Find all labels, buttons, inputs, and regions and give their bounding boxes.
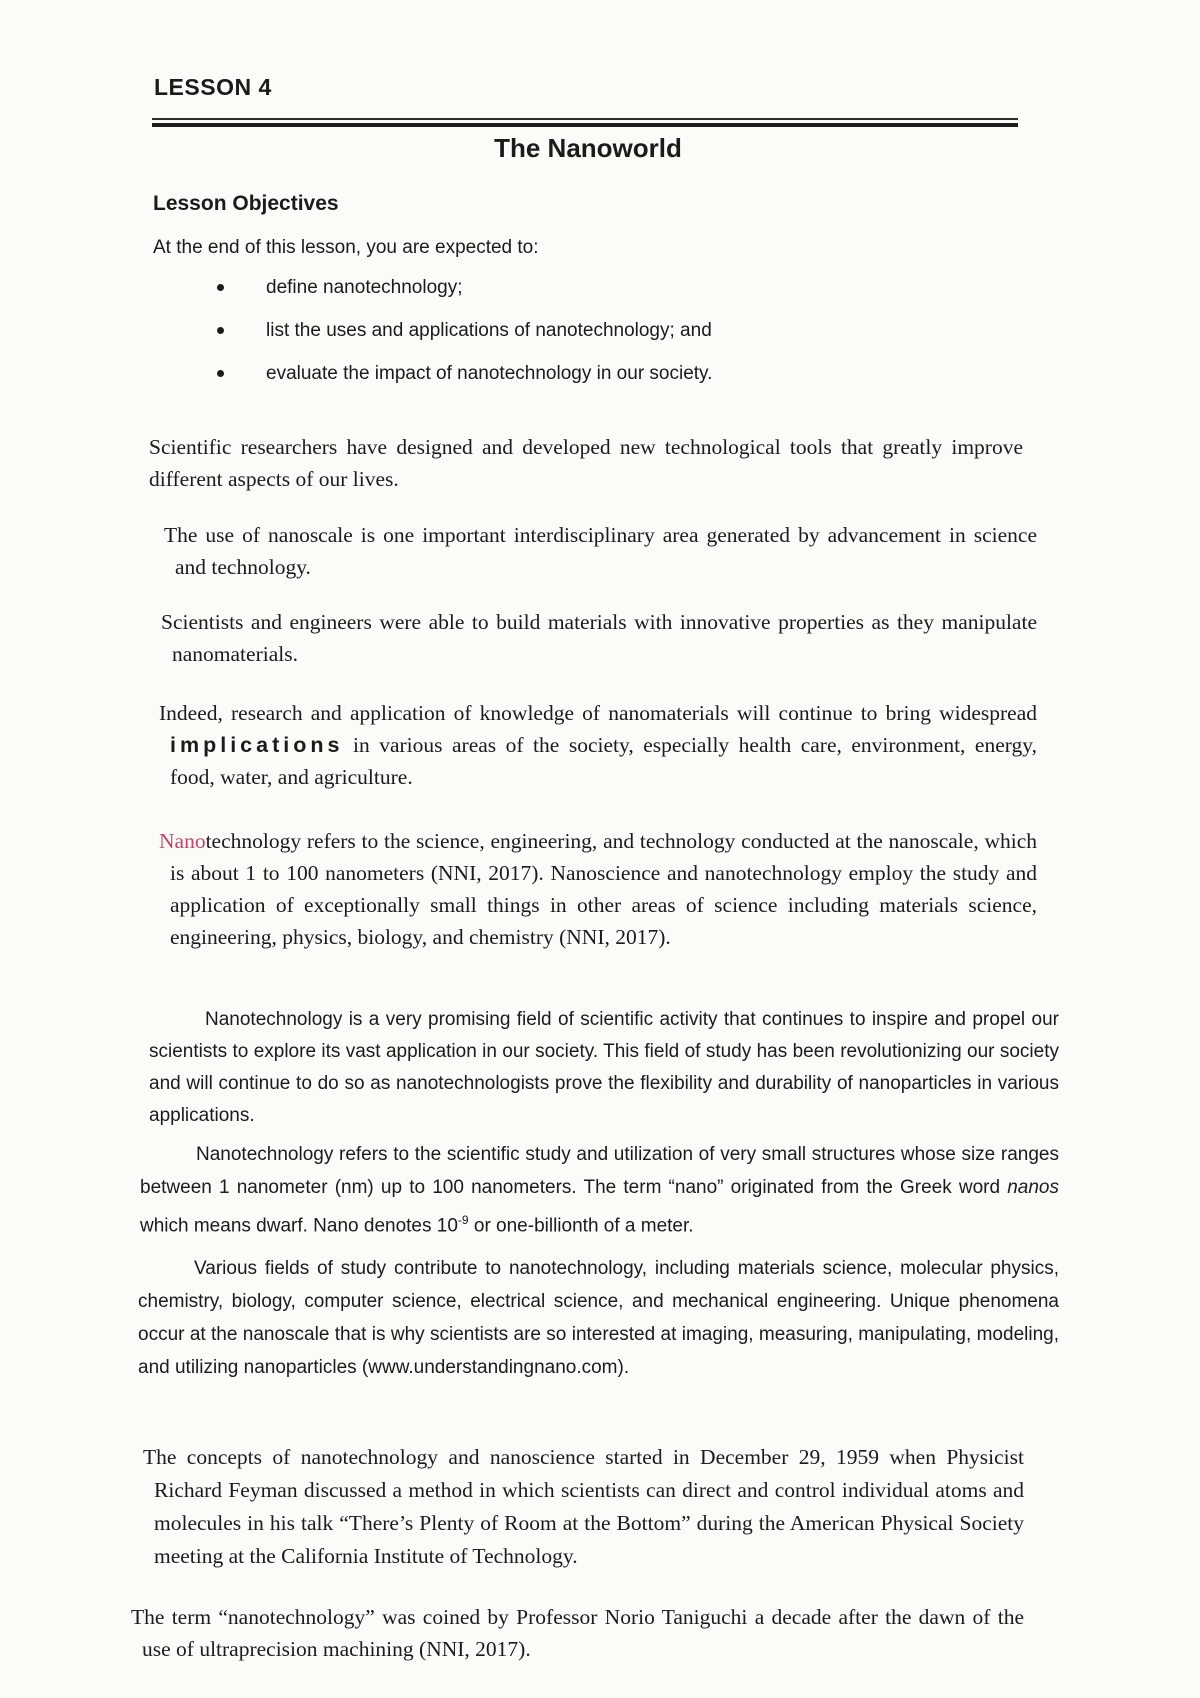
paragraph-4-start: Indeed, research and application of knowledge of nanomaterials will continue to bring widespread (159, 701, 1037, 725)
page-title: The Nanoworld (494, 133, 682, 163)
objective-item (210, 319, 712, 362)
paragraph-9: The concepts of nanotechnology and nanoscience started in December 29, 1959 when Physicist Richard Feyman discussed a method in which scientists can direct and control individual atoms and molecules in his talk “There’s Plenty of Room at the Bottom” during the American Physical Society meeting at the California Institute of Technology. (143, 1445, 1024, 1568)
paragraph-10: The term “nanotechnology” was coined by Professor Norio Taniguchi a decade after the dawn of the use of ultraprecision machining (NNI, 2017). (131, 1605, 1024, 1661)
paragraph-5-accent: Nano (159, 829, 206, 853)
bullet-icon (217, 284, 224, 291)
paragraph-7-exponent: -9 (457, 1213, 469, 1227)
paragraph-2: The use of nanoscale is one important interdisciplinary area generated by advancement in science and technology. (164, 523, 1037, 579)
paragraph-4-end: in various areas of the society, especially health care, environment, energy, food, water, and agriculture. (170, 733, 1038, 789)
lesson-label: LESSON 4 (154, 74, 272, 100)
paragraph-5-text: technology refers to the science, engineering, and technology conducted at the nanoscale, which is about 1 to 100 nanometers (NNI, 2017). Nanoscience and nanotechnology employ the study and application of exceptionally small things in other areas of science including materials science, engineering, physics, biology, and chemistry (NNI, 2017). (170, 829, 1037, 949)
paragraph-4 (159, 697, 1037, 793)
header-rule-thin (152, 118, 1018, 120)
objectives-intro: At the end of this lesson, you are expected to: (153, 237, 539, 258)
paragraph-7 (140, 1138, 1059, 1242)
paragraph-6: Nanotechnology is a very promising field of scientific activity that continues to inspire and propel our scientists to explore its vast application in our society. This field of study has been revolutionizing our society and will continue to do so as nanotechnologists prove the flexibility and durability of nanoparticles in various applications. (149, 1009, 1059, 1126)
paragraph-7-middle: which means dwarf. Nano denotes 10 (140, 1215, 458, 1237)
bullet-icon (217, 370, 224, 377)
objective-item (210, 362, 712, 405)
paragraph-1: Scientific researchers have designed and developed new technological tools that greatly improve different aspects of our lives. (149, 435, 1023, 491)
bullet-icon (217, 327, 224, 334)
paragraph-4-emphasis: implications (170, 733, 344, 757)
paragraph-8: Various fields of study contribute to nanotechnology, including materials science, molecular physics, chemistry, biology, computer science, electrical science, and mechanical engineering. Unique phenomena occur at the nanoscale that is why scientists are so interested at imaging, measuring, manipulating, modeling, and utilizing nanoparticles (www.understandingnano.com). (138, 1258, 1059, 1378)
objectives-heading: Lesson Objectives (153, 192, 339, 215)
objectives-list (210, 276, 712, 405)
header-rule-thick (152, 123, 1018, 127)
paragraph-7-italic: nanos (1007, 1177, 1059, 1198)
objective-text: define nanotechnology; (266, 277, 463, 298)
paragraph-3: Scientists and engineers were able to build materials with innovative properties as they manipulate nanomaterials. (161, 610, 1037, 666)
objective-text: evaluate the impact of nanotechnology in our society. (266, 363, 713, 384)
paragraph-7-start: Nanotechnology refers to the scientific study and utilization of very small structures whose size ranges between 1 nanometer (nm) up to 100 nanometers. The term “nano” originated from the Greek word (140, 1144, 1059, 1198)
objective-text: list the uses and applications of nanotechnology; and (266, 320, 712, 341)
paragraph-5 (159, 825, 1037, 953)
objective-item (210, 276, 712, 319)
paragraph-7-end: or one-billionth of a meter. (473, 1215, 694, 1237)
